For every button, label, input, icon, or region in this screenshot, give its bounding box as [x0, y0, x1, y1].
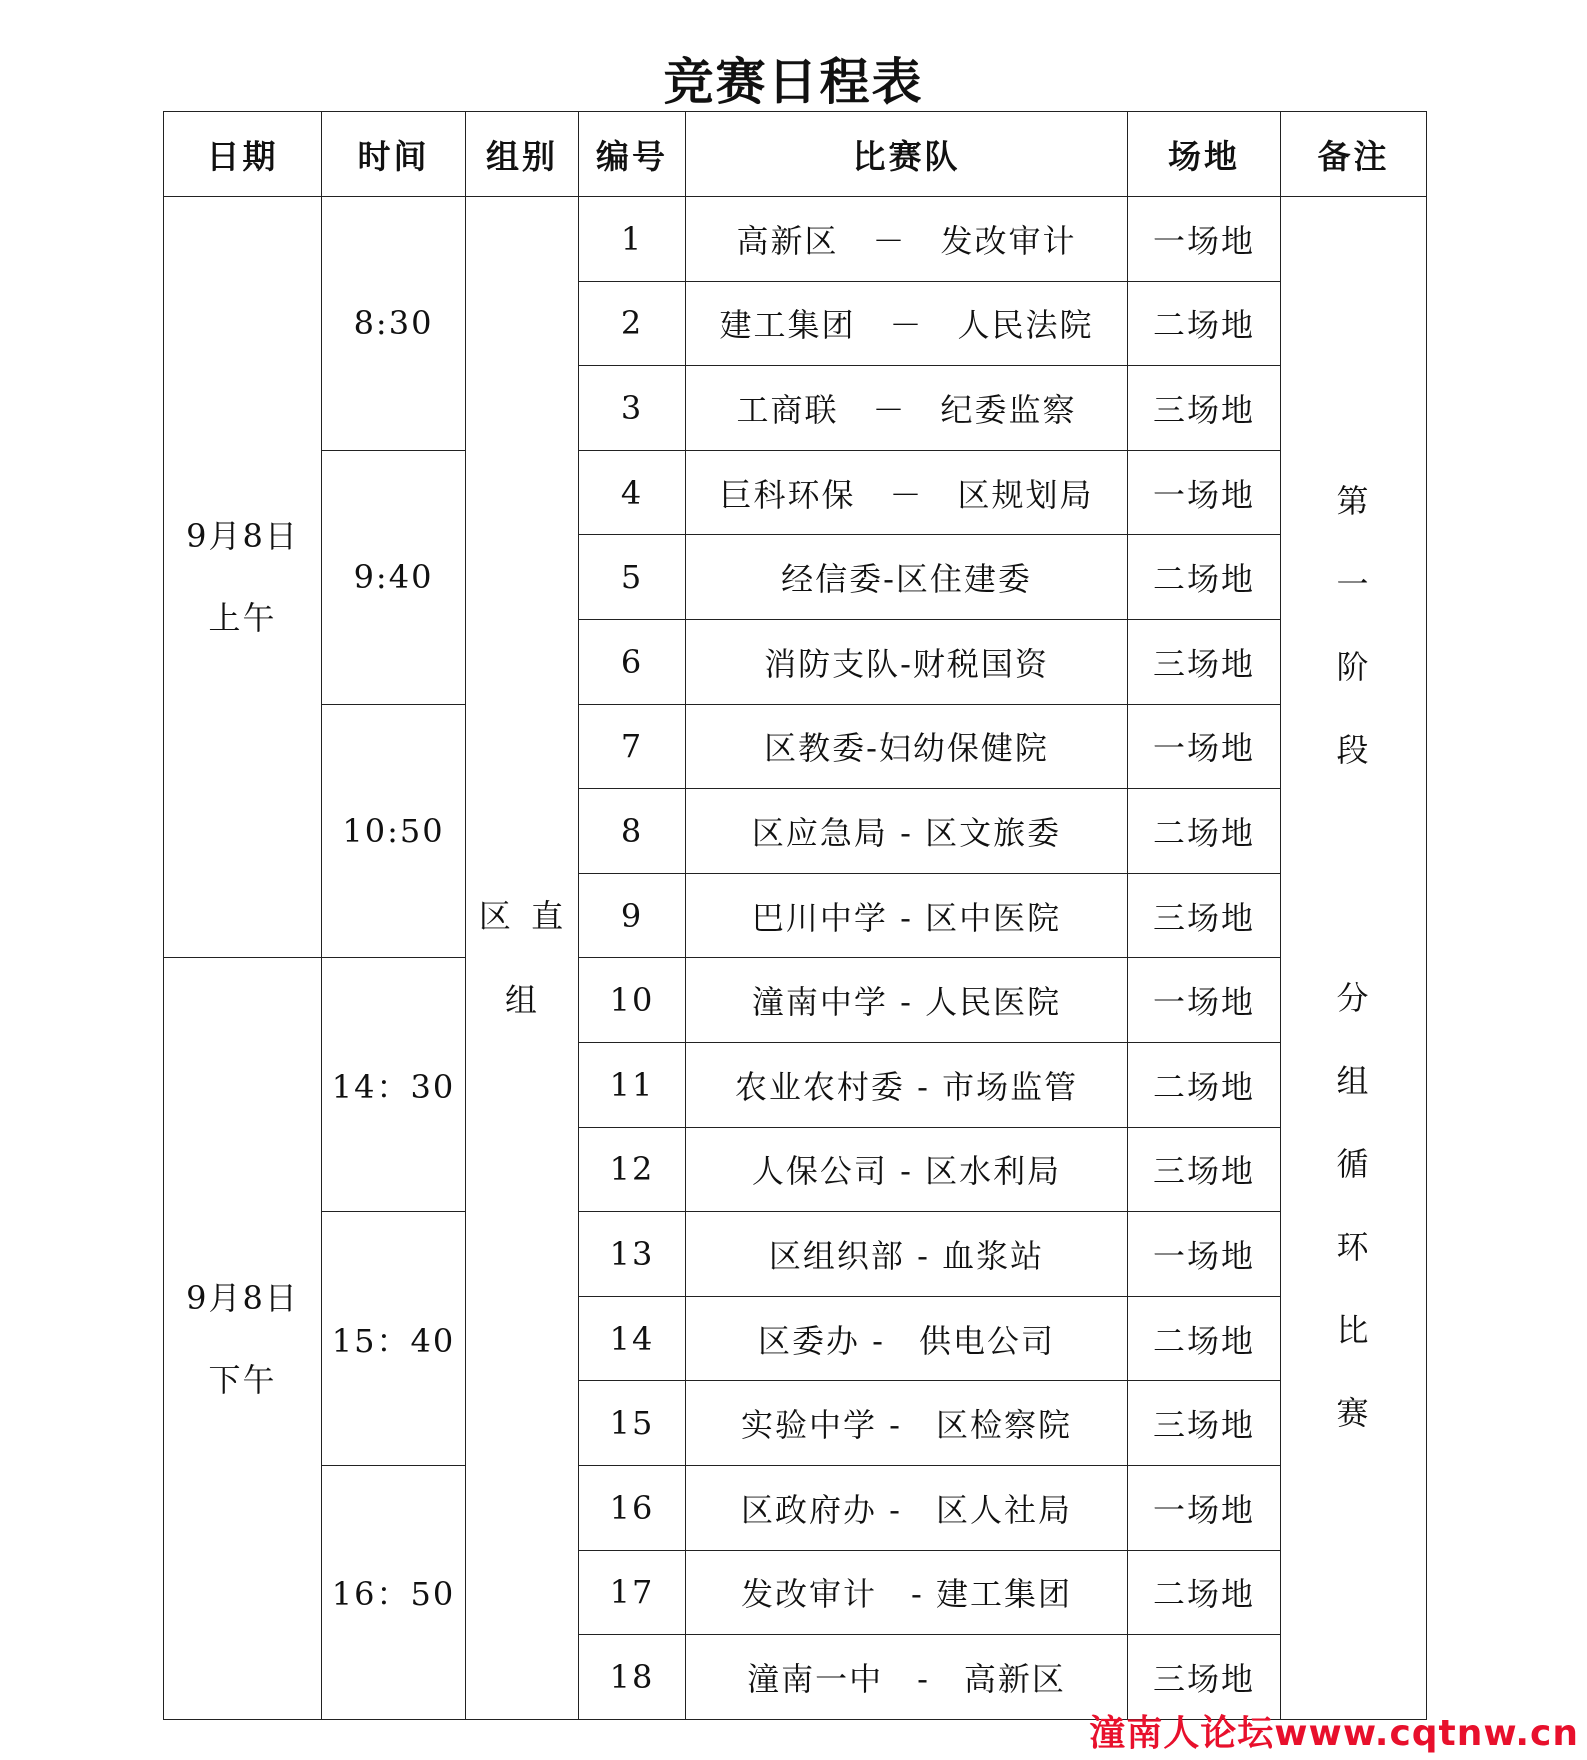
match-number: 2 [579, 281, 686, 366]
forum-watermark: 潼南人论坛www.cqtnw.cn [1089, 1713, 1579, 1754]
match-venue: 三场地 [1128, 619, 1281, 704]
match-venue: 三场地 [1128, 366, 1281, 451]
match-teams: 消防支队-财税国资 [686, 619, 1128, 704]
note-char: 一 [1336, 565, 1371, 604]
match-number: 15 [579, 1381, 686, 1466]
match-venue: 二场地 [1128, 535, 1281, 620]
match-number: 16 [579, 1465, 686, 1550]
header-note: 备注 [1281, 112, 1427, 197]
match-venue: 三场地 [1128, 1127, 1281, 1212]
group-char: 区 [478, 896, 513, 935]
table-row [164, 1212, 1427, 1297]
match-venue: 一场地 [1128, 197, 1281, 282]
header-time: 时间 [322, 112, 466, 197]
page-title: 竞赛日程表 [663, 53, 924, 111]
match-number: 6 [579, 619, 686, 704]
match-teams: 实验中学 - 区检察院 [686, 1381, 1128, 1466]
match-teams: 区应急局 - 区文旅委 [686, 789, 1128, 874]
time-cell: 14：30 [322, 958, 466, 1212]
match-teams: 区组织部 - 血浆站 [686, 1212, 1128, 1297]
match-number: 18 [579, 1635, 686, 1720]
match-venue: 一场地 [1128, 450, 1281, 535]
note-char: 第 [1336, 482, 1371, 521]
match-teams: 建工集团 － 人民法院 [686, 281, 1128, 366]
match-number: 4 [579, 450, 686, 535]
match-number: 14 [579, 1296, 686, 1381]
header-teams: 比赛队 [686, 112, 1128, 197]
match-venue: 三场地 [1128, 1635, 1281, 1720]
match-teams: 潼南中学 - 人民医院 [686, 958, 1128, 1043]
table-row [164, 197, 1427, 282]
match-number: 11 [579, 1042, 686, 1127]
match-number: 9 [579, 873, 686, 958]
note-char: 比 [1336, 1311, 1371, 1350]
match-number: 3 [579, 366, 686, 451]
note-char: 分 [1336, 979, 1371, 1018]
match-venue: 二场地 [1128, 281, 1281, 366]
header-group: 组别 [466, 112, 579, 197]
table-row [164, 704, 1427, 789]
note-char: 环 [1336, 1228, 1371, 1267]
match-teams: 农业农村委 - 市场监管 [686, 1042, 1128, 1127]
group-cell [466, 197, 579, 1720]
match-teams: 区委办 - 供电公司 [686, 1296, 1128, 1381]
match-number: 10 [579, 958, 686, 1043]
match-teams: 区政府办 - 区人社局 [686, 1465, 1128, 1550]
match-teams: 高新区 － 发改审计 [686, 197, 1128, 282]
date-cell-afternoon [164, 958, 322, 1719]
time-cell: 15：40 [322, 1212, 466, 1466]
match-teams: 工商联 － 纪委监察 [686, 366, 1128, 451]
header-venue: 场地 [1128, 112, 1281, 197]
table-row [164, 450, 1427, 535]
header-row [164, 112, 1427, 197]
match-teams: 发改审计 - 建工集团 [686, 1550, 1128, 1635]
schedule-table [163, 111, 1427, 1720]
match-teams: 区教委-妇幼保健院 [686, 704, 1128, 789]
match-number: 8 [579, 789, 686, 874]
match-number: 1 [579, 197, 686, 282]
note-char: 段 [1336, 731, 1371, 770]
match-venue: 一场地 [1128, 704, 1281, 789]
match-venue: 二场地 [1128, 1550, 1281, 1635]
date-cell-morning [164, 197, 322, 958]
match-teams: 经信委-区住建委 [686, 535, 1128, 620]
date-period: 下午 [208, 1360, 277, 1399]
time-cell: 10:50 [322, 704, 466, 958]
match-venue: 二场地 [1128, 789, 1281, 874]
match-number: 12 [579, 1127, 686, 1212]
match-number: 13 [579, 1212, 686, 1297]
time-cell: 9:40 [322, 450, 466, 704]
group-char: 组 [504, 980, 539, 1019]
date-line: 9月8日 [186, 517, 299, 556]
table-row [164, 1465, 1427, 1550]
note-char: 组 [1336, 1062, 1371, 1101]
match-venue: 二场地 [1128, 1296, 1281, 1381]
match-number: 5 [579, 535, 686, 620]
match-venue: 一场地 [1128, 958, 1281, 1043]
match-venue: 三场地 [1128, 873, 1281, 958]
match-venue: 一场地 [1128, 1212, 1281, 1297]
match-venue: 一场地 [1128, 1465, 1281, 1550]
match-teams: 巨科环保 － 区规划局 [686, 450, 1128, 535]
match-teams: 人保公司 - 区水利局 [686, 1127, 1128, 1212]
date-period: 上午 [208, 599, 277, 638]
match-teams: 巴川中学 - 区中医院 [686, 873, 1128, 958]
match-venue: 三场地 [1128, 1381, 1281, 1466]
table-row [164, 958, 1427, 1043]
group-char: 直 [531, 896, 566, 935]
header-number: 编号 [579, 112, 686, 197]
note-spacer [1281, 792, 1426, 957]
note-char: 阶 [1336, 648, 1371, 687]
match-venue: 二场地 [1128, 1042, 1281, 1127]
match-teams: 潼南一中 - 高新区 [686, 1635, 1128, 1720]
note-char: 循 [1336, 1145, 1371, 1184]
time-cell: 8:30 [322, 197, 466, 451]
note-char: 赛 [1336, 1394, 1371, 1433]
note-cell [1281, 197, 1427, 1720]
header-date: 日期 [164, 112, 322, 197]
match-number: 17 [579, 1550, 686, 1635]
date-line: 9月8日 [186, 1278, 299, 1317]
match-number: 7 [579, 704, 686, 789]
time-cell: 16：50 [322, 1465, 466, 1719]
